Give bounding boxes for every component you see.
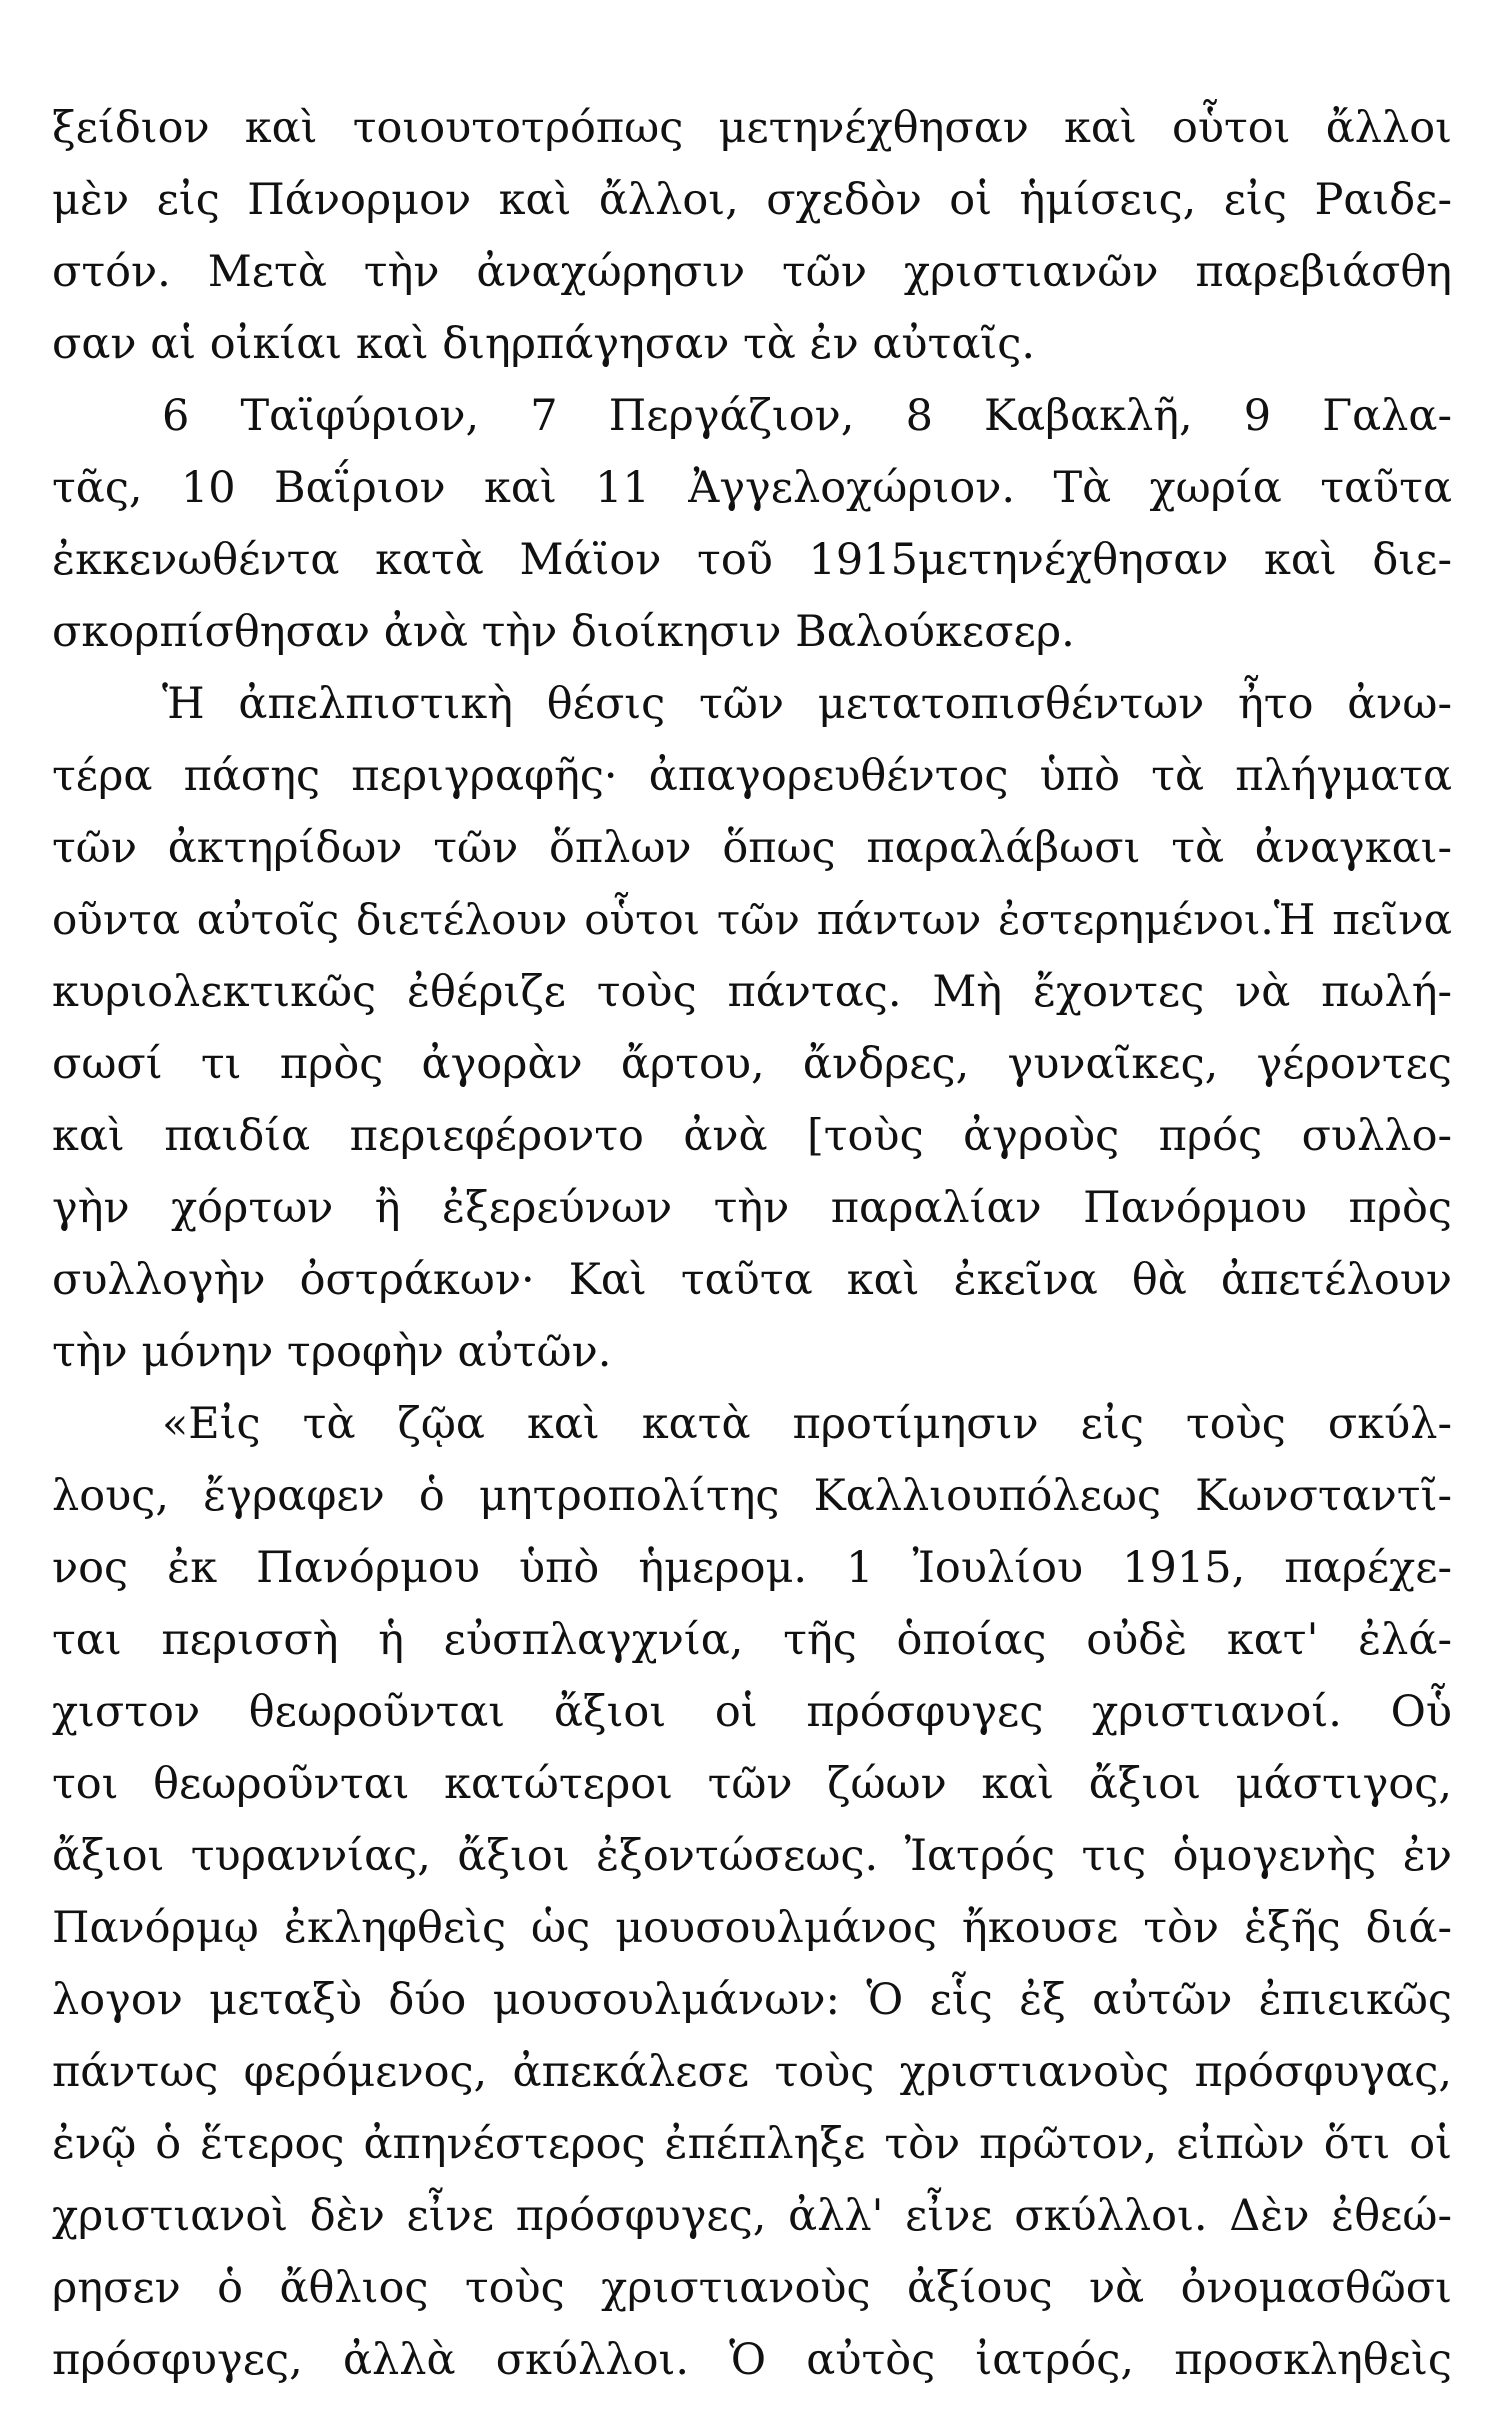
text-line: ἐνῷ ὁ ἕτερος ἀπηνέστερος ἐπέπληξε τὸν πρῶτον, εἰπὼν ὅτι οἱ — [52, 2119, 1452, 2169]
text-line: ἐκκενωθέντα κατὰ Μάϊον τοῦ 1915μετηνέχθησαν καὶ διε- — [52, 535, 1452, 585]
text-line: τὴν μόνην τροφὴν αὐτῶν. — [52, 1327, 612, 1377]
document-page — [52, 92, 1452, 2396]
text-line: χριστιανοὶ δὲν εἶνε πρόσφυγες, ἀλλ' εἶνε σκύλλοι. Δὲν ἐθεώ- — [52, 2191, 1452, 2241]
text-line: μὲν εἰς Πάνορμον καὶ ἄλλοι, σχεδὸν οἱ ἡμίσεις, εἰς Ραιδε- — [52, 175, 1452, 225]
text-line: καὶ παιδία περιεφέροντο ἀνὰ [τοὺς ἀγροὺς πρός συλλο- — [52, 1111, 1452, 1161]
text-line: γὴν χόρτων ἢ ἐξερεύνων τὴν παραλίαν Πανόρμου πρὸς — [52, 1183, 1452, 1233]
text-line: σωσί τι πρὸς ἀγορὰν ἄρτου, ἄνδρες, γυναῖκες, γέροντες — [52, 1039, 1452, 1089]
text-line: Ἡ ἀπελπιστικὴ θέσις τῶν μετατοπισθέντων ἦτο ἀνω- — [162, 679, 1452, 729]
text-line: τᾶς, 10 Βαΐριον καὶ 11 Ἀγγελοχώριον. Τὰ χωρία ταῦτα — [52, 463, 1452, 513]
text-line: 6 Ταϊφύριον, 7 Περγάζιον, 8 Καβακλῆ, 9 Γαλα- — [162, 391, 1452, 441]
text-line: σαν αἱ οἰκίαι καὶ διηρπάγησαν τὰ ἐν αὐταῖς. — [52, 319, 1035, 369]
text-line: κυριολεκτικῶς ἐθέριζε τοὺς πάντας. Μὴ ἔχοντες νὰ πωλή- — [52, 967, 1452, 1017]
text-line: ξείδιον καὶ τοιουτοτρόπως μετηνέχθησαν καὶ οὗτοι ἄλλοι — [52, 103, 1452, 153]
text-line: τῶν ἀκτηρίδων τῶν ὅπλων ὅπως παραλάβωσι τὰ ἀναγκαι- — [52, 823, 1452, 873]
text-line: ται περισσὴ ἡ εὐσπλαγχνία, τῆς ὁποίας οὐδὲ κατ' ἐλά- — [52, 1615, 1452, 1665]
text-line: χιστον θεωροῦνται ἄξιοι οἱ πρόσφυγες χριστιανοί. Οὗ — [52, 1687, 1452, 1737]
text-line: συλλογὴν ὀστράκων· Καὶ ταῦτα καὶ ἐκεῖνα θὰ ἀπετέλουν — [52, 1255, 1452, 1305]
text-line: σκορπίσθησαν ἀνὰ τὴν διοίκησιν Βαλούκεσερ. — [52, 607, 1075, 657]
text-line: τέρα πάσης περιγραφῆς· ἀπαγορευθέντος ὑπὸ τὰ πλήγματα — [52, 751, 1452, 801]
text-line: ρησεν ὁ ἄθλιος τοὺς χριστιανοὺς ἀξίους νὰ ὀνομασθῶσι — [52, 2263, 1452, 2313]
text-line: «Εἰς τὰ ζῷα καὶ κατὰ προτίμησιν εἰς τοὺς σκύλ- — [162, 1399, 1452, 1449]
text-line: οῦντα αὐτοῖς διετέλουν οὗτοι τῶν πάντων ἐστερημένοι.Ἡ πεῖνα — [52, 895, 1452, 944]
text-line: λογον μεταξὺ δύο μουσουλμάνων: Ὁ εἷς ἐξ αὐτῶν ἐπιεικῶς — [52, 1975, 1452, 2025]
text-line: Πανόρμῳ ἐκληφθεὶς ὡς μουσουλμάνος ἤκουσε τὸν ἑξῆς διά- — [52, 1903, 1452, 1953]
text-line: ἄξιοι τυραννίας, ἄξιοι ἐξοντώσεως. Ἰατρός τις ὁμογενὴς ἐν — [52, 1831, 1452, 1881]
text-line: πάντως φερόμενος, ἀπεκάλεσε τοὺς χριστιανοὺς πρόσφυγας, — [52, 2047, 1452, 2097]
text-line: πρόσφυγες, ἀλλὰ σκύλλοι. Ὁ αὐτὸς ἰατρός, προσκληθεὶς — [52, 2335, 1452, 2385]
text-line: στόν. Μετὰ τὴν ἀναχώρησιν τῶν χριστιανῶν παρεβιάσθη — [52, 247, 1452, 297]
text-line: νος ἐκ Πανόρμου ὑπὸ ἡμερομ. 1 Ἰουλίου 1915, παρέχε- — [52, 1543, 1452, 1593]
text-line: τοι θεωροῦνται κατώτεροι τῶν ζώων καὶ ἄξιοι μάστιγος, — [52, 1759, 1452, 1809]
text-line: λους, ἔγραφεν ὁ μητροπολίτης Καλλιουπόλεως Κωνσταντῖ- — [52, 1471, 1452, 1521]
